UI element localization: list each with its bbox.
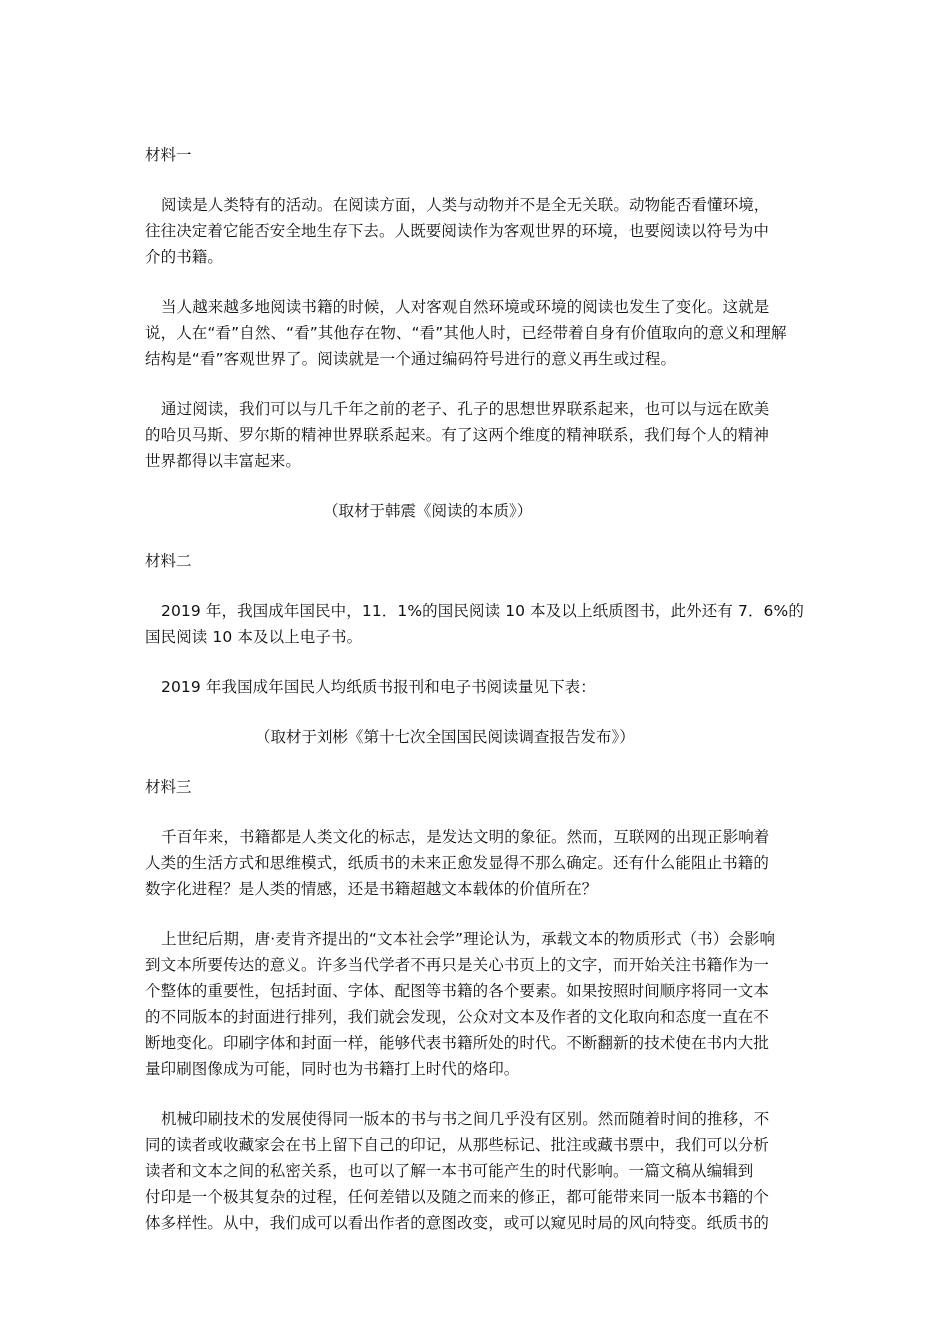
material-two-heading: 材料二 [145,552,192,570]
text-line: 2019 年，我国成年国民中，11．1%的国民阅读 10 本及以上纸质图书，此外还有 7．6%的 [161,602,804,620]
text-line: 体多样性。从中，我们成可以看出作者的意图改变，或可以窥见时局的风向特变。纸质书的 [145,1214,770,1232]
text-line: 世界都得以丰富起来。 [145,452,302,470]
material-three-paragraph-1 [145,824,810,902]
text-line: 介的书籍。 [145,248,224,266]
text-line: 国民阅读 10 本及以上电子书。 [145,628,363,646]
text-line: 同的读者或收藏家会在书上留下自己的印记，从那些标记、批注或藏书票中，我们可以分析 [145,1136,770,1154]
text-line: 的哈贝马斯、罗尔斯的精神世界联系起来。有了这两个维度的精神联系，我们每个人的精神 [145,426,770,444]
material-three-paragraph-3 [145,1106,810,1236]
material-one-paragraph-3 [145,396,810,474]
text-line: 上世纪后期，唐·麦肯齐提出的“文本社会学”理论认为，承载文本的物质形式（书）会影响 [161,930,776,948]
material-one-heading: 材料一 [145,146,192,164]
material-three-paragraph-2 [145,926,810,1082]
material-two-source: （取材于刘彬《第十七次全国国民阅读调查报告发布》） [255,728,635,746]
text-line: 说，人在“看”自然、“看”其他存在物、“看”其他人时，已经带着自身有价值取向的意义和理解 [145,324,787,342]
text-line: 断地变化。印刷字体和封面一样，能够代表书籍所处的时代。不断翻新的技术使在书内大批 [145,1034,770,1052]
text-line: 个整体的重要性，包括封面、字体、配图等书籍的各个要素。如果按照时间顺序将同一文本 [145,982,770,1000]
text-line: 机械印刷技术的发展使得同一版本的书与书之间几乎没有区别。然而随着时间的推移，不 [161,1110,770,1128]
text-line: 2019 年我国成年国民人均纸质书报刊和电子书阅读量见下表： [161,678,596,696]
text-line: 付印是一个极其复杂的过程，任何差错以及随之而来的修正，都可能带来同一版本书籍的个 [145,1188,770,1206]
text-line: 量印刷图像成为可能，同时也为书籍打上时代的烙印。 [145,1060,520,1078]
text-line: 读者和文本之间的私密关系，也可以了解一本书可能产生的时代影响。一篇文稿从编辑到 [145,1162,754,1180]
material-two-paragraph-2 [145,674,810,700]
text-line: 千百年来，书籍都是人类文化的标志，是发达文明的象征。然而，互联网的出现正影响着 [161,828,770,846]
text-line: 到文本所要传达的意义。许多当代学者不再只是关心书页上的文字，而开始关注书籍作为一 [145,956,770,974]
text-line: 数字化进程？是人类的情感，还是书籍超越文本载体的价值所在？ [145,880,598,898]
material-one-source: （取材于韩震《阅读的本质》） [323,502,533,520]
material-three-heading: 材料三 [145,778,192,796]
text-line: 结构是“看”客观世界了。阅读就是一个通过编码符号进行的意义再生或过程。 [145,350,677,368]
text-line: 通过阅读，我们可以与几千年之前的老子、孔子的思想世界联系起来，也可以与远在欧美 [161,400,770,418]
text-line: 往往决定着它能否安全地生存下去。人既要阅读作为客观世界的环境，也要阅读以符号为中 [145,222,770,240]
material-two-paragraph-1 [145,598,810,650]
document-page [145,142,810,1260]
text-line: 阅读是人类特有的活动。在阅读方面，人类与动物并不是全无关联。动物能否看懂环境， [161,196,770,214]
material-one-paragraph-1 [145,192,810,270]
material-one-paragraph-2 [145,294,810,372]
text-line: 人类的生活方式和思维模式，纸质书的未来正愈发显得不那么确定。还有什么能阻止书籍的 [145,854,770,872]
text-line: 的不同版本的封面进行排列，我们就会发现，公众对文本及作者的文化取向和态度一直在不 [145,1008,770,1026]
text-line: 当人越来越多地阅读书籍的时候，人对客观自然环境或环境的阅读也发生了变化。这就是 [161,298,770,316]
